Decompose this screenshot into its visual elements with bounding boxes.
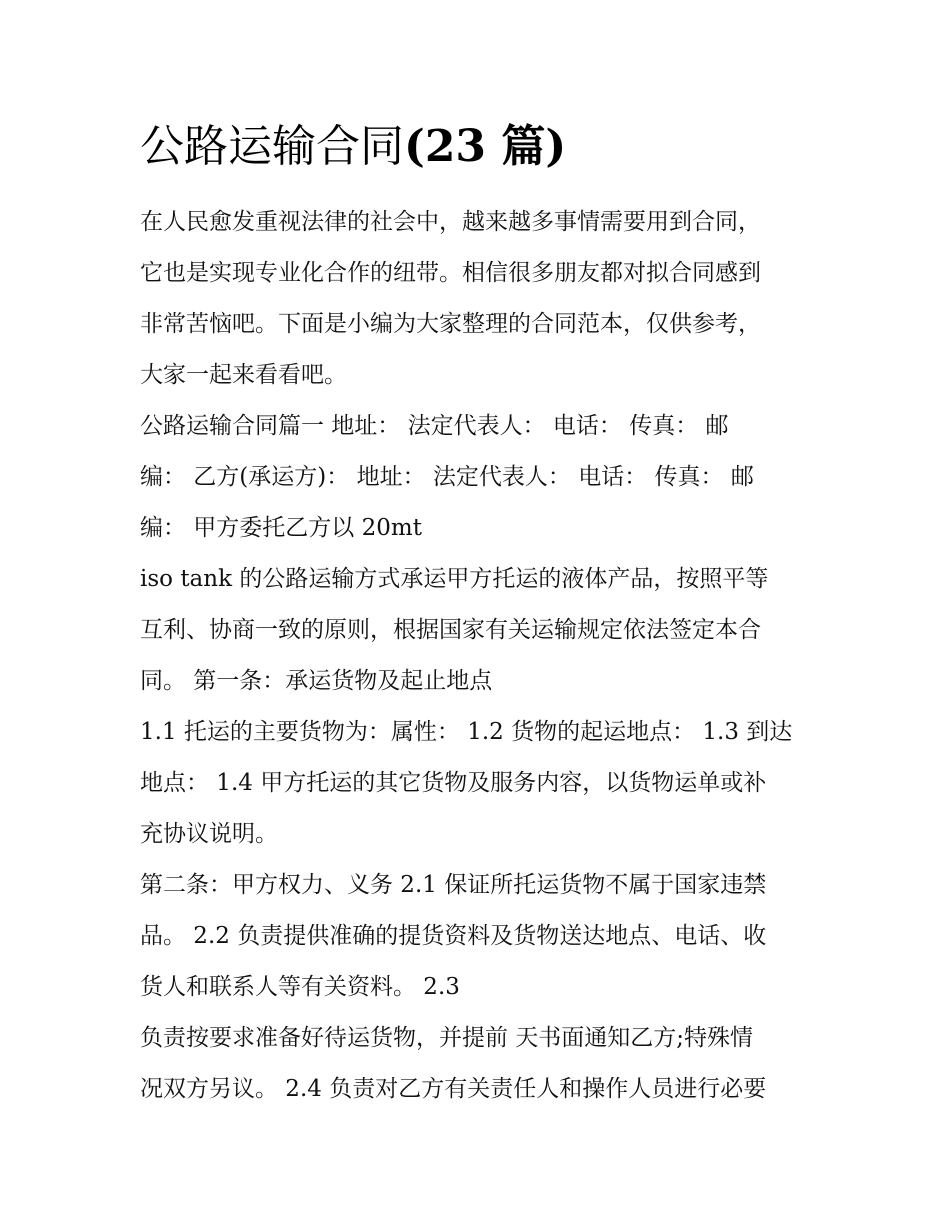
body-line-5: 公路运输合同篇一 地址： 法定代表人： 电话： 传真： 邮 (140, 413, 729, 439)
document-title (140, 118, 566, 176)
body-line-6: 编： 乙方(承运方)： 地址： 法定代表人： 电话： 传真： 邮 (140, 464, 754, 490)
body-line-7: 编： 甲方委托乙方以 20mt (140, 515, 422, 541)
body-line-3: 非常苦恼吧。下面是小编为大家整理的合同范本，仅供参考， (140, 311, 761, 337)
document-title-suffix: (23 篇) (404, 121, 567, 172)
body-line-1: 在人民愈发重视法律的社会中，越来越多事情需要用到合同， (140, 209, 761, 235)
body-line-14: 第二条：甲方权力、义务 2.1 保证所托运货物不属于国家违禁 (140, 872, 767, 898)
document-body (140, 197, 820, 1115)
body-line-2: 它也是实现专业化合作的纽带。相信很多朋友都对拟合同感到 (140, 260, 761, 286)
body-line-9: 互利、协商一致的原则，根据国家有关运输规定依法签定本合 (140, 617, 761, 643)
body-line-12: 地点： 1.4 甲方托运的其它货物及服务内容，以货物运单或补 (140, 770, 767, 796)
document-title-main: 公路运输合同 (140, 121, 404, 172)
body-line-13: 充协议说明。 (140, 821, 278, 847)
body-line-11: 1.1 托运的主要货物为：属性： 1.2 货物的起运地点： 1.3 到达 (140, 719, 793, 745)
body-line-15: 品。 2.2 负责提供准确的提货资料及货物送达地点、电话、收 (140, 923, 767, 949)
body-line-17: 负责按要求准备好待运货物，并提前 天书面通知乙方;特殊情 (140, 1025, 754, 1051)
body-line-8: iso tank 的公路运输方式承运甲方托运的液体产品，按照平等 (140, 566, 769, 592)
body-line-4: 大家一起来看看吧。 (140, 362, 347, 388)
body-line-18: 况双方另议。 2.4 负责对乙方有关责任人和操作人员进行必要 (140, 1076, 767, 1102)
body-line-10: 同。 第一条：承运货物及起止地点 (140, 668, 493, 694)
body-line-16: 货人和联系人等有关资料。 2.3 (140, 974, 460, 1000)
